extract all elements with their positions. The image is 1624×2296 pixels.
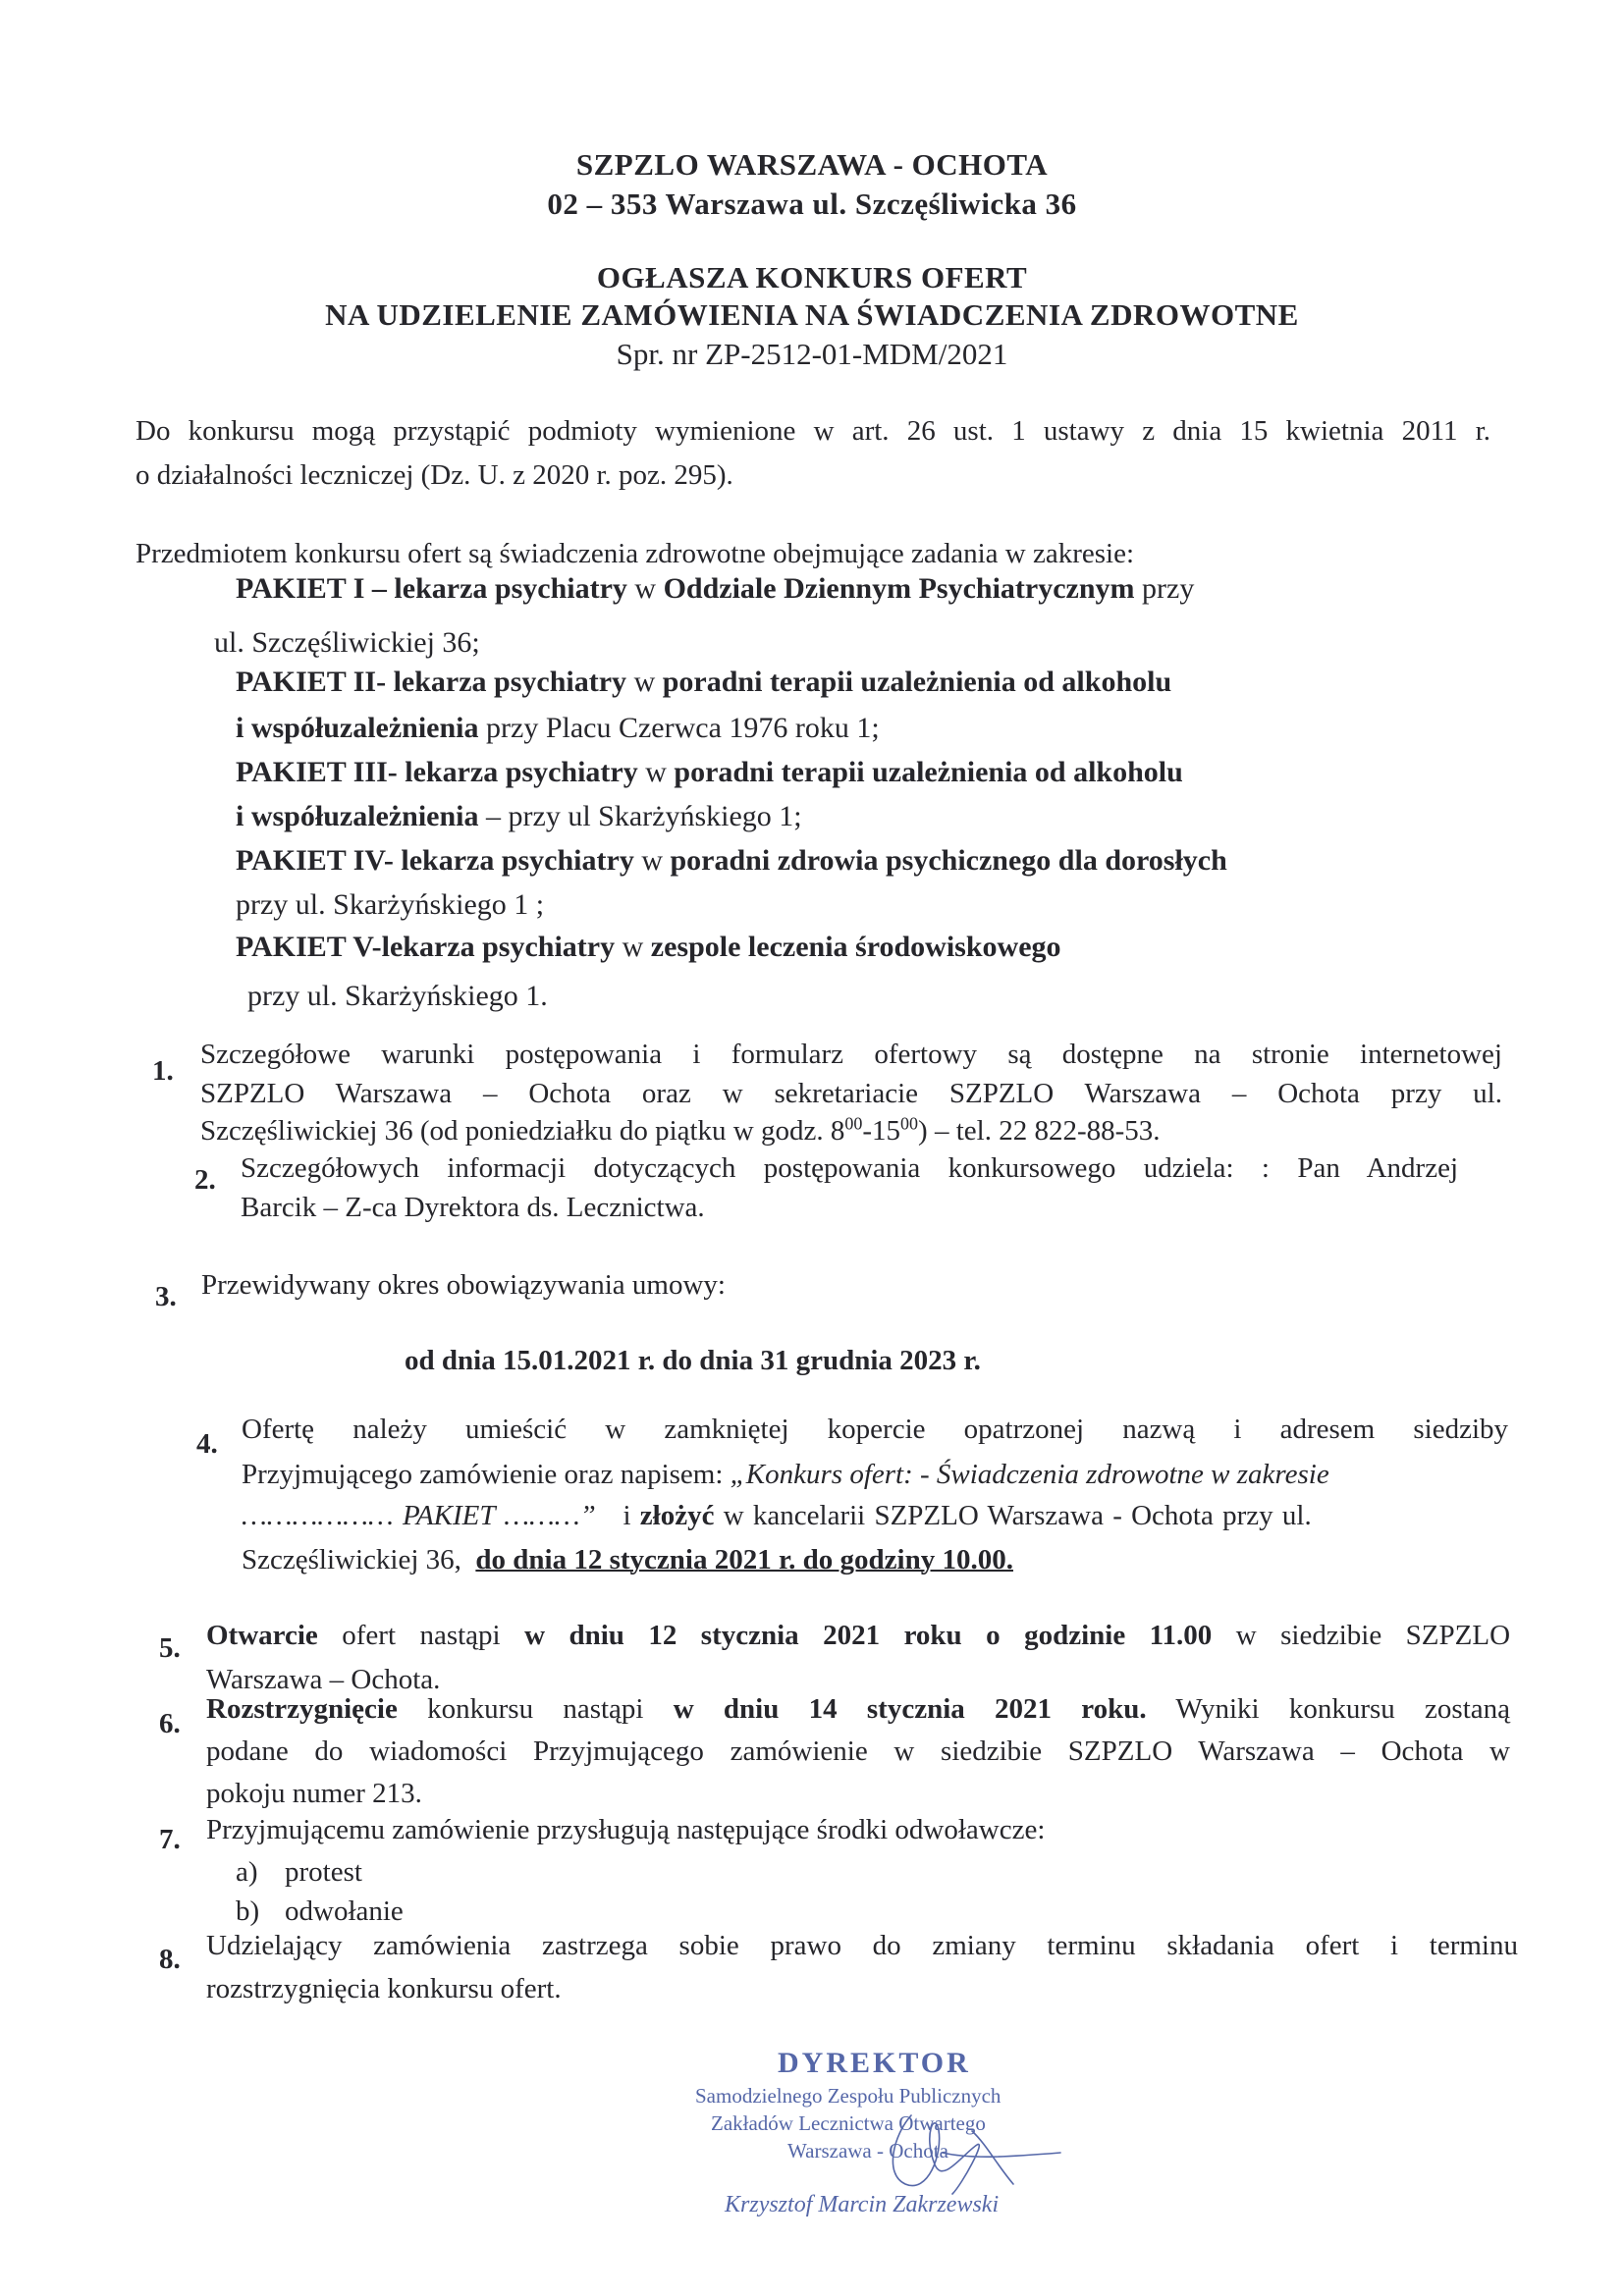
opening-date: w dniu 12 stycznia 2021 roku o godzinie 11.00 [524, 1620, 1213, 1651]
item-7-option-a-letter: a) [236, 1856, 258, 1888]
package-3-line1 [236, 756, 1183, 789]
case-number: Spr. nr ZP-2512-01-MDM/2021 [616, 337, 1008, 371]
item-1-hours-end: -15 [862, 1115, 901, 1147]
package-5-unit: zespole leczenia środowiskowego [650, 931, 1061, 963]
item-3-number: 3. [155, 1281, 177, 1312]
item-7-option-b-letter: b) [236, 1896, 260, 1927]
item-4-street: Szczęśliwickiej 36, [242, 1544, 461, 1575]
item-4-label-lead: Przyjmującego zamówienie oraz napisem: [242, 1459, 724, 1490]
item-5-text2: w siedzibie SZPZLO [1235, 1620, 1511, 1651]
stamp-title: DYREKTOR [778, 2047, 971, 2079]
item-5-opening: Otwarcie [206, 1620, 318, 1651]
package-1-unit: Oddziale Dziennym Psychiatrycznym [663, 572, 1135, 605]
item-7-line1: Przyjmującemu zamówienie przysługują następujące środki odwoławcze: [206, 1814, 1046, 1845]
package-3-line2 [236, 800, 802, 833]
stamp-line1: Samodzielnego Zespołu Publicznych [695, 2084, 1001, 2108]
item-7-option-a: protest [285, 1856, 362, 1888]
item-4-envelope-package: ……………… PAKIET ………” [242, 1500, 596, 1531]
item-6-text1: konkursu nastąpi [427, 1693, 644, 1725]
package-3-unit-cont: i współuzależnienia [236, 800, 479, 832]
signature-scribble-icon [648, 2037, 1159, 2233]
item-1-line1: Szczegółowe warunki postępowania i formularz ofertowy są dostępne na stronie internetowej [200, 1039, 1502, 1070]
resolution-date: w dniu 14 stycznia 2021 roku. [673, 1693, 1147, 1725]
item-1-hours-lead: Szczęśliwickiej 36 (od poniedziałku do piątku w godz. 8 [200, 1115, 845, 1147]
contract-period: od dnia 15.01.2021 r. do dnia 31 grudnia 2023 r. [405, 1345, 981, 1376]
package-1-in: w [634, 572, 657, 605]
item-5-text1: ofert nastąpi [342, 1620, 501, 1651]
item-4-line3 [242, 1502, 1312, 1530]
package-5-address: przy ul. Skarżyńskiego 1. [247, 980, 548, 1012]
item-4-envelope-label: „Konkurs ofert: - Świadczenia zdrowotne w zakresie [730, 1459, 1329, 1490]
package-2-line1 [236, 666, 1171, 699]
package-5-line1 [236, 931, 1061, 964]
org-name: SZPZLO WARSZAWA - OCHOTA [575, 147, 1049, 182]
item-4-and: i [623, 1500, 631, 1531]
package-5-name: PAKIET V-lekarza psychiatry [236, 931, 616, 963]
item-6-line2: podane do wiadomości Przyjmującego zamówienie w siedzibie SZPZLO Warszawa – Ochota w [206, 1735, 1510, 1767]
package-4-name: PAKIET IV- lekarza psychiatry [236, 844, 634, 877]
item-1-line3 [200, 1113, 1161, 1147]
package-3-name: PAKIET III- lekarza psychiatry [236, 756, 638, 788]
package-4-address: przy ul. Skarżyńskiego 1 ; [236, 888, 545, 921]
package-2-name: PAKIET II- lekarza psychiatry [236, 666, 627, 698]
package-3-unit: poradni terapii uzależnienia od alkoholu [674, 756, 1183, 788]
item-6-resolution: Rozstrzygnięcie [206, 1693, 398, 1725]
package-3-in: w [645, 756, 667, 788]
item-1-hours-end-sup: 00 [900, 1113, 919, 1134]
item-4-line4 [242, 1546, 1013, 1575]
item-5-line1 [206, 1622, 1510, 1650]
item-1-number: 1. [152, 1055, 174, 1087]
package-1-name: PAKIET I – lekarza psychiatry [236, 572, 627, 605]
item-3-line1: Przewidywany okres obowiązywania umowy: [201, 1269, 726, 1301]
item-1-hours-start-sup: 00 [844, 1113, 863, 1134]
package-2-in: w [633, 666, 656, 698]
item-4-submit: złożyć [639, 1500, 715, 1531]
org-address: 02 – 353 Warszawa ul. Szczęśliwicka 36 [547, 187, 1077, 221]
package-1-line1 [236, 572, 1194, 606]
item-7-option-b: odwołanie [285, 1896, 404, 1927]
director-stamp [648, 2037, 1159, 2292]
package-4-in: w [641, 844, 663, 877]
announcement-title-line1: OGŁASZA KONKURS OFERT [596, 260, 1028, 294]
package-5-in: w [622, 931, 644, 963]
item-5-number: 5. [159, 1632, 181, 1664]
item-6-number: 6. [159, 1708, 181, 1739]
stamp-line2: Zakładów Lecznictwa Otwartego [711, 2111, 986, 2135]
package-2-address: przy Placu Czerwca 1976 roku 1; [486, 712, 880, 744]
package-3-address: – przy ul Skarżyńskiego 1; [486, 800, 802, 832]
item-1-line2: SZPZLO Warszawa – Ochota oraz w sekretariacie SZPZLO Warszawa – Ochota przy ul. [200, 1078, 1502, 1109]
announcement-title-line2: NA UDZIELENIE ZAMÓWIENIA NA ŚWIADCZENIA ZDROWOTNE [325, 297, 1299, 332]
item-4-line1: Ofertę należy umieścić w zamkniętej kopercie opatrzonej nazwą i adresem siedziby [242, 1414, 1508, 1445]
submission-deadline: do dnia 12 stycznia 2021 r. do godziny 10.00. [475, 1544, 1013, 1575]
package-2-unit-cont: i współuzależnienia [236, 712, 479, 744]
subject-lead: Przedmiotem konkursu ofert są świadczenia zdrowotne obejmujące zadania w zakresie: [135, 538, 1135, 569]
item-8-number: 8. [159, 1944, 181, 1975]
intro-line1: Do konkursu mogą przystąpić podmioty wymienione w art. 26 ust. 1 ustawy z dnia 15 kwietnia 2011 r. [135, 415, 1490, 447]
item-4-office: w kancelarii SZPZLO Warszawa - Ochota przy ul. [723, 1500, 1312, 1531]
item-5-line2: Warszawa – Ochota. [206, 1664, 441, 1695]
item-6-text2: Wyniki konkursu zostaną [1175, 1693, 1511, 1725]
item-7-number: 7. [159, 1824, 181, 1855]
package-1-tail: przy [1142, 572, 1195, 605]
item-1-phone: ) – tel. 22 822-88-53. [918, 1115, 1161, 1147]
item-6-line3: pokoju numer 213. [206, 1778, 422, 1809]
item-4-number: 4. [196, 1428, 218, 1460]
item-6-line1 [206, 1695, 1510, 1724]
package-4-unit: poradni zdrowia psychicznego dla dorosłych [670, 844, 1227, 877]
package-2-unit: poradni terapii uzależnienia od alkoholu [662, 666, 1172, 698]
item-2-line1: Szczegółowych informacji dotyczących postępowania konkursowego udziela: : Pan Andrzej [241, 1152, 1458, 1184]
item-8-line2: rozstrzygnięcia konkursu ofert. [206, 1973, 562, 2004]
stamp-line3: Warszawa - Ochota [787, 2139, 948, 2163]
stamp-signatory: Krzysztof Marcin Zakrzewski [725, 2192, 1000, 2217]
package-2-line2 [236, 712, 880, 745]
intro-line2: o działalności leczniczej (Dz. U. z 2020 r. poz. 295). [135, 459, 733, 491]
package-4-line1 [236, 844, 1227, 878]
item-2-number: 2. [194, 1164, 216, 1196]
item-4-line2 [242, 1461, 1329, 1489]
package-1-address: ul. Szczęśliwickiej 36; [214, 626, 480, 659]
item-2-line2: Barcik – Z-ca Dyrektora ds. Lecznictwa. [241, 1192, 705, 1223]
item-8-line1: Udzielający zamówienia zastrzega sobie prawo do zmiany terminu składania ofert i terminu [206, 1930, 1518, 1961]
